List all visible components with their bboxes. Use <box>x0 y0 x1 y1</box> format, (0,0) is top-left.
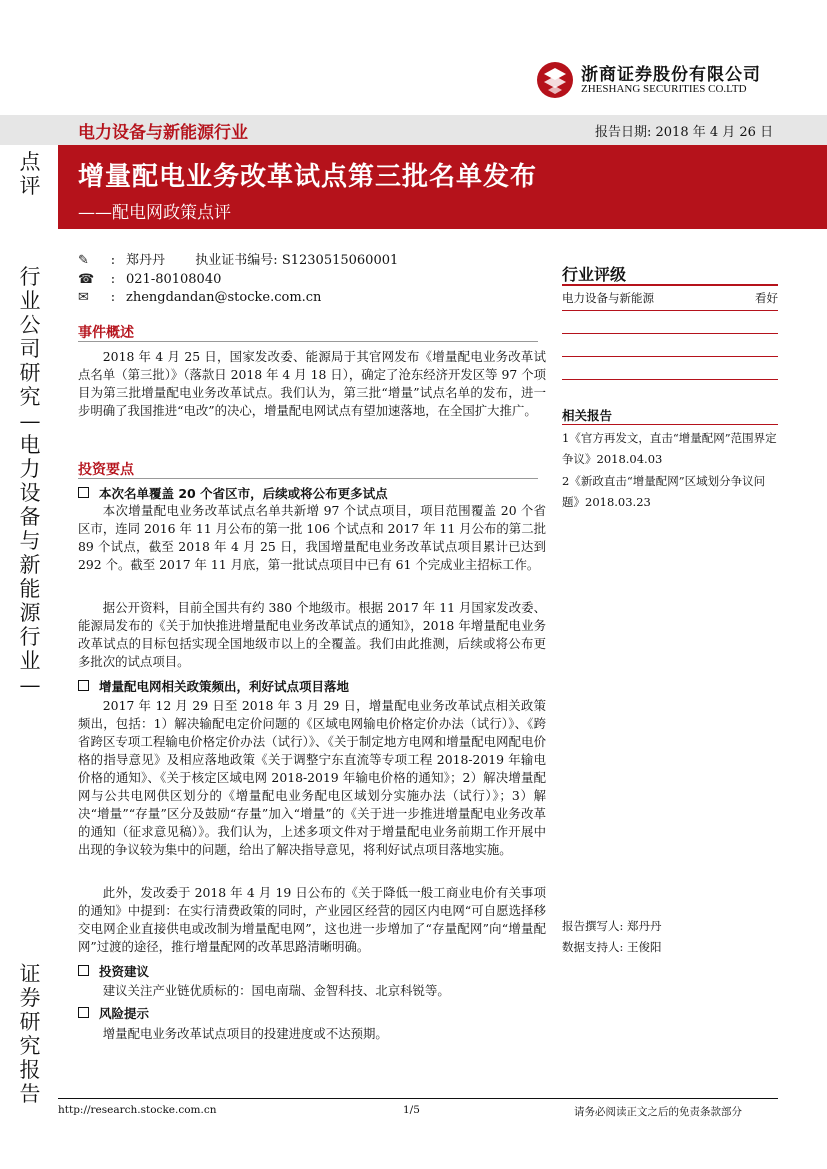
bullet-heading-4: 风险提示 <box>78 1004 149 1022</box>
bullet-heading-3: 投资建议 <box>78 962 149 980</box>
bullet3-paragraph: 建议关注产业链优质标的：国电南瑞、金智科技、北京科锐等。 <box>102 983 450 998</box>
rating-divider <box>562 333 778 334</box>
rating-divider <box>562 379 778 380</box>
event-paragraph: 2018 年 4 月 25 日，国家发改委、能源局于其官网发布《增量配电业务改革试点名单（第三批）》（落款日 2018 年 4 月 18 日），确定了沧东经济开发区等 97 个项目为第三批增量配电业务改革试点。我们认为，第三批“增量”试点名单的发布，进一步明确了我国推进“电改”的决心，增量配电网试点有望加速落地，在全国扩大推广。 <box>78 349 546 418</box>
side-label-report: 证券研究报告 <box>19 962 41 1106</box>
analyst-email[interactable]: zhengdandan@stocke.com.cn <box>126 290 322 305</box>
related-divider <box>562 424 778 425</box>
cert-label: 执业证书编号: <box>195 253 278 268</box>
rating-divider <box>562 356 778 357</box>
report-writer: 报告撰写人: 郑丹丹 <box>562 919 662 933</box>
bullet2-paragraph-1: 2017 年 12 月 29 日至 2018 年 3 月 29 日，增量配电业务改革试点相关政策频出，包括：1）解决输配电定价问题的《区域电网输电价格定价办法（试行）》、《跨省跨区专项工程输电价格定价办法（试行）》、《关于制定地方电网和增量配电网配电价格的指导意见》及相应落地政策《关于调整宁东直流等专项工程 2018-2019 年输电价格的通知》、《关于核定区域电网 2018-2019 年输电价格的通知》；2）解决增量配网与公共电网供区划分的《增量配电业务配电区域划分实施办法（试行）》；3）解决“增量”“存量”区分及鼓励“存量”加入“增量”的《关于进一步推进增量配电业务改革的通知（征求意见稿）》。我们认为，上述多项文件对于增量配电业务前期工作开展中出现的争议较为集中的问题，给出了解决指导意见，将利好试点项目落地实施。 <box>78 698 546 857</box>
footer-url[interactable]: http://research.stocke.com.cn <box>58 1104 217 1116</box>
checkbox-bullet-icon <box>78 680 89 691</box>
analyst-email-row: ✉ : zhengdandan@stocke.com.cn <box>78 290 322 305</box>
analyst-name-row: ✎ : 郑丹丹 执业证书编号: S1230515060001 <box>78 253 399 268</box>
bullet1-paragraph-1: 本次增量配电业务改革试点名单共新增 97 个试点项目，项目范围覆盖 20 个省区市，连同 2016 年 11 月公布的第一批 106 个试点和 2017 年 11 月公布的第二批 89 个试点，截至 2018 年 4 月 25 日，我国增量配电业务改革试点项目累计已达到 292 个。截至 2017 年 11 月底，第一批试点项目中已有 61 个完成业主招标工作。 <box>78 503 546 572</box>
footer-divider <box>58 1098 778 1099</box>
report-subtitle: ——配电网政策点评 <box>78 203 231 223</box>
checkbox-bullet-icon <box>78 487 89 498</box>
page-number: 1/5 <box>403 1104 420 1116</box>
mail-icon: ✉ <box>78 290 89 305</box>
company-name-cn: 浙商证券股份有限公司 <box>581 65 761 85</box>
checkbox-bullet-icon <box>78 1007 89 1018</box>
analyst-phone-row: ☎ : 021-80108040 <box>78 272 222 287</box>
company-name-en: ZHESHANG SECURITIES CO.LTD <box>581 83 747 95</box>
rating-value: 看好 <box>755 291 778 305</box>
rating-industry: 电力设备与新能源 <box>562 291 654 305</box>
analyst-name: 郑丹丹 <box>126 253 166 268</box>
related-report-1[interactable]: 1《官方再发文，直击“增量配网”范围界定争议》2018.04.03 <box>562 431 777 466</box>
disclaimer-note: 请务必阅读正文之后的免责条款部分 <box>574 1106 742 1118</box>
side-top-bar <box>0 115 58 145</box>
section-divider <box>78 478 538 479</box>
industry-title: 电力设备与新能源行业 <box>78 123 248 143</box>
related-report-2[interactable]: 2《新政直击“增量配网”区域划分争议问题》2018.03.23 <box>562 474 766 509</box>
bullet-heading-1: 本次名单覆盖 20 个省区市，后续或将公布更多试点 <box>78 484 388 502</box>
rating-divider <box>562 284 778 286</box>
report-title: 增量配电业务改革试点第三批名单发布 <box>78 162 538 192</box>
bullet4-paragraph: 增量配电业务改革试点项目的投建进度或不达预期。 <box>102 1026 388 1041</box>
side-label-type: 点评 <box>19 150 41 198</box>
analyst-phone: 021-80108040 <box>126 272 222 287</box>
invest-section-title: 投资要点 <box>78 462 134 478</box>
checkbox-bullet-icon <box>78 965 89 976</box>
rating-divider <box>562 310 778 311</box>
data-supporter: 数据支持人: 王俊阳 <box>562 940 662 954</box>
company-logo-icon <box>535 60 575 100</box>
phone-icon: ☎ <box>78 272 95 287</box>
section-divider <box>78 341 538 342</box>
writer-name: 郑丹丹 <box>627 919 662 933</box>
report-date: 报告日期: 2018 年 4 月 26 日 <box>595 125 774 140</box>
side-label-category: 行业公司研究—电力设备与新能源行业— <box>19 265 41 697</box>
supporter-name: 王俊阳 <box>627 940 662 954</box>
related-title: 相关报告 <box>562 408 613 423</box>
pen-icon: ✎ <box>78 253 89 268</box>
bullet2-paragraph-2: 此外，发改委于 2018 年 4 月 19 日公布的《关于降低一般工商业电价有关事项的通知》中提到：在实行清费政策的同时，产业园区经营的园区内电网“可自愿选择移交电网企业直接供电或改制为增量配电网”，这也进一步增加了“存量配网”向“增量配网”过渡的途径，推行增量配网的改革思路清晰明确。 <box>78 885 546 954</box>
company-logo <box>535 60 775 100</box>
event-section-title: 事件概述 <box>78 325 134 341</box>
cert-number: S1230515060001 <box>281 253 399 268</box>
bullet-heading-2: 增量配电网相关政策频出，利好试点项目落地 <box>78 677 349 695</box>
rating-title: 行业评级 <box>562 265 627 284</box>
bullet1-paragraph-2: 据公开资料，目前全国共有约 380 个地级市。根据 2017 年 11 月国家发改委、能源局发布的《关于加快推进增量配电业务改革试点的通知》，2018 年增量配电业务改革试点的目标包括实现全国地级市以上的全覆盖。我们由此推测，后续或将公布更多批次的试点项目。 <box>78 600 546 669</box>
rating-row <box>562 290 778 306</box>
